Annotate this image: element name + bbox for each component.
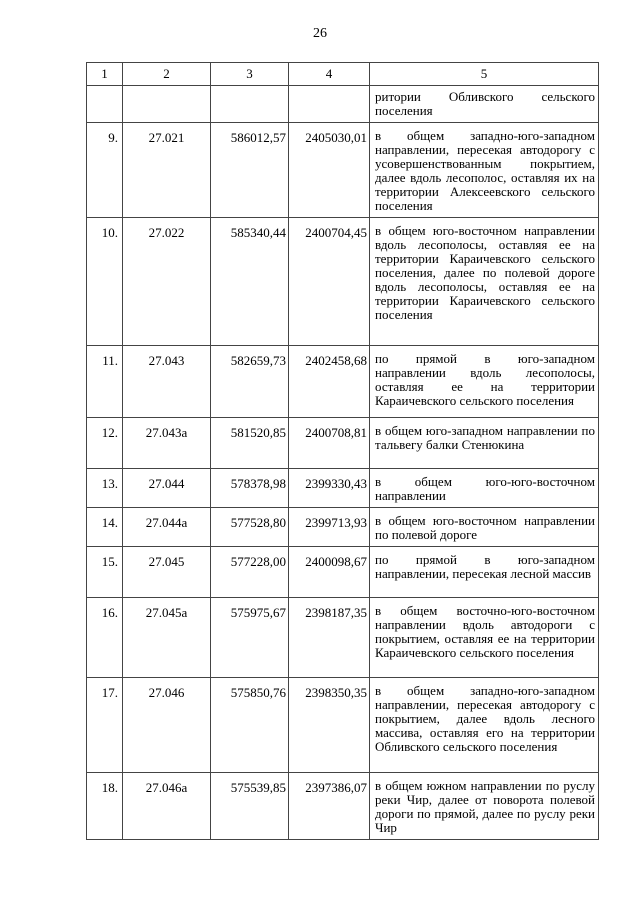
row-number: 11. (87, 346, 123, 418)
table-row (87, 508, 599, 547)
description: в общем западно-юго-западном направлении, пересекая автодорогу с покрытием, далее вдоль лесного массива, оставляя его на территории Обливского сельского поселения (370, 678, 599, 773)
coord-y: 2397386,07 (289, 773, 370, 840)
coord-y: 2398350,35 (289, 678, 370, 773)
column-header: 1 (87, 63, 123, 86)
row-number: 18. (87, 773, 123, 840)
column-header: 2 (123, 63, 211, 86)
table-row (87, 773, 599, 840)
description: в общем юго-юго-восточном направлении (370, 469, 599, 508)
description: по прямой в юго-западном направлении, пересекая лесной массив (370, 547, 599, 598)
coord-x: 577228,00 (211, 547, 289, 598)
column-header: 5 (370, 63, 599, 86)
description: в общем юго-западном направлении по тальвегу балки Стенюкина (370, 418, 599, 469)
header-row (87, 63, 599, 86)
table-row (87, 123, 599, 218)
description: в общем западно-юго-западном направлении, пересекая автодорогу с усовершенствованным покрытием, далее вдоль лесополос, оставляя их на территории Алексеевского сельского поселения (370, 123, 599, 218)
coord-y: 2398187,35 (289, 598, 370, 678)
coord-x: 575975,67 (211, 598, 289, 678)
coord-y: 2402458,68 (289, 346, 370, 418)
page-number: 26 (313, 26, 327, 41)
table-row (87, 418, 599, 469)
description: в общем южном направлении по руслу реки Чир, далее от поворота полевой дороги по прямой, далее по руслу реки Чир (370, 773, 599, 840)
row-number: 17. (87, 678, 123, 773)
row-number: 16. (87, 598, 123, 678)
point-id: 27.043 (123, 346, 211, 418)
coord-x: 578378,98 (211, 469, 289, 508)
description: по прямой в юго-западном направлении вдоль лесополосы, оставляя ее на территории Караичевского сельского поселения (370, 346, 599, 418)
row-number: 12. (87, 418, 123, 469)
table-row (87, 547, 599, 598)
point-id: 27.044а (123, 508, 211, 547)
coord-x: 582659,73 (211, 346, 289, 418)
row-number: 15. (87, 547, 123, 598)
row-number: 13. (87, 469, 123, 508)
table-row (87, 346, 599, 418)
point-id: 27.021 (123, 123, 211, 218)
coord-x: 581520,85 (211, 418, 289, 469)
coord-y: 2400704,45 (289, 218, 370, 346)
point-id: 27.046 (123, 678, 211, 773)
coord-x: 575850,76 (211, 678, 289, 773)
point-id: 27.043а (123, 418, 211, 469)
row-number: 10. (87, 218, 123, 346)
coord-y: 2400708,81 (289, 418, 370, 469)
column-header: 4 (289, 63, 370, 86)
coord-y: 2400098,67 (289, 547, 370, 598)
coord-x: 586012,57 (211, 123, 289, 218)
coord-y: 2405030,01 (289, 123, 370, 218)
continuation-text: ритории Обливского сельского поселения (370, 86, 599, 123)
table-row (87, 598, 599, 678)
description: в общем восточно-юго-восточном направлении вдоль автодороги с покрытием, оставляя ее на территории Караичевского сельского поселения (370, 598, 599, 678)
description: в общем юго-восточном направлении вдоль лесополосы, оставляя ее на территории Караичевского сельского поселения, далее по полевой дороге вдоль лесополосы, оставляя ее на территории Караичевского сельского поселения (370, 218, 599, 346)
table-row (87, 678, 599, 773)
point-id: 27.046а (123, 773, 211, 840)
coord-x: 577528,80 (211, 508, 289, 547)
table-row (87, 218, 599, 346)
point-id: 27.022 (123, 218, 211, 346)
point-id: 27.044 (123, 469, 211, 508)
boundary-table (86, 62, 599, 840)
coord-x: 575539,85 (211, 773, 289, 840)
row-number: 9. (87, 123, 123, 218)
description: в общем юго-восточном направлении по полевой дороге (370, 508, 599, 547)
table-row (87, 469, 599, 508)
continuation-row (87, 86, 599, 123)
coord-y: 2399713,93 (289, 508, 370, 547)
point-id: 27.045а (123, 598, 211, 678)
row-number: 14. (87, 508, 123, 547)
column-header: 3 (211, 63, 289, 86)
point-id: 27.045 (123, 547, 211, 598)
coord-x: 585340,44 (211, 218, 289, 346)
coord-y: 2399330,43 (289, 469, 370, 508)
